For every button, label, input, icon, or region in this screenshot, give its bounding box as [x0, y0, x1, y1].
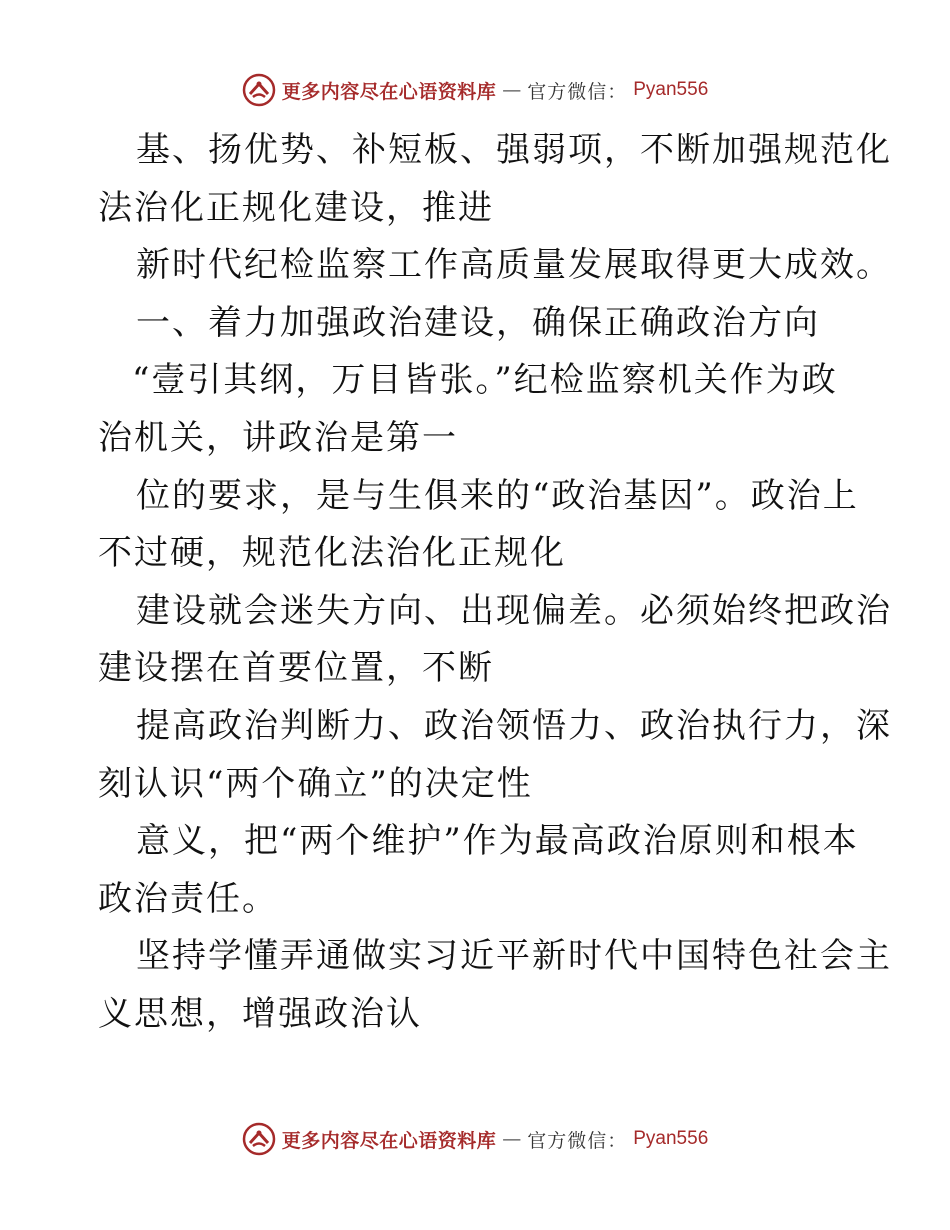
body-line: 法治化正规化建设，推进: [98, 187, 494, 228]
footer-banner-content: [242, 1122, 709, 1156]
body-line: 新时代纪检监察工作高质量发展取得更大成效。: [136, 245, 892, 286]
body-line: 治机关，讲政治是第一: [98, 417, 458, 458]
body-line: 不过硬，规范化法治化正规化: [98, 533, 566, 574]
body-line: 坚持学懂弄通做实习近平新时代中国特色社会主: [136, 936, 892, 977]
section-heading: 一、着力加强政治建设，确保正确政治方向: [136, 302, 820, 343]
body-line: “壹引其纲，万目皆张。”纪检监察机关作为政: [132, 360, 838, 401]
body-line: 建设就会迷失方向、出现偏差。必须始终把政治: [136, 590, 892, 631]
footer-wechat-id: Pyan556: [633, 1128, 709, 1149]
header-wechat-id: Pyan556: [633, 79, 709, 100]
body-line: 政治责任。: [98, 878, 278, 919]
body-line: 建设摆在首要位置，不断: [98, 648, 494, 689]
header-banner-content: [242, 73, 709, 107]
body-line: 刻认识“两个确立”的决定性: [98, 763, 533, 804]
footer-official-label: 官方微信：: [527, 1129, 628, 1152]
header-official-label: 官方微信：: [527, 80, 628, 103]
body-line: 基、扬优势、补短板、强弱项，不断加强规范化: [136, 130, 892, 170]
book-logo-icon: [242, 73, 276, 107]
document-body: [98, 122, 892, 1044]
footer-banner: [0, 1119, 950, 1159]
body-line: 义思想，增强政治认: [98, 993, 422, 1034]
body-line: 位的要求，是与生俱来的“政治基因”。政治上: [136, 475, 859, 516]
body-line: 意义，把“两个维护”作为最高政治原则和根本: [136, 821, 859, 862]
header-banner: [0, 70, 950, 110]
header-site-text: 更多内容尽在心语资料库: [281, 80, 497, 103]
header-dash: —: [502, 79, 522, 101]
footer-site-text: 更多内容尽在心语资料库: [281, 1129, 497, 1152]
book-logo-icon: [242, 1122, 276, 1156]
body-line: 提高政治判断力、政治领悟力、政治执行力，深: [136, 705, 892, 746]
footer-dash: —: [502, 1128, 522, 1150]
